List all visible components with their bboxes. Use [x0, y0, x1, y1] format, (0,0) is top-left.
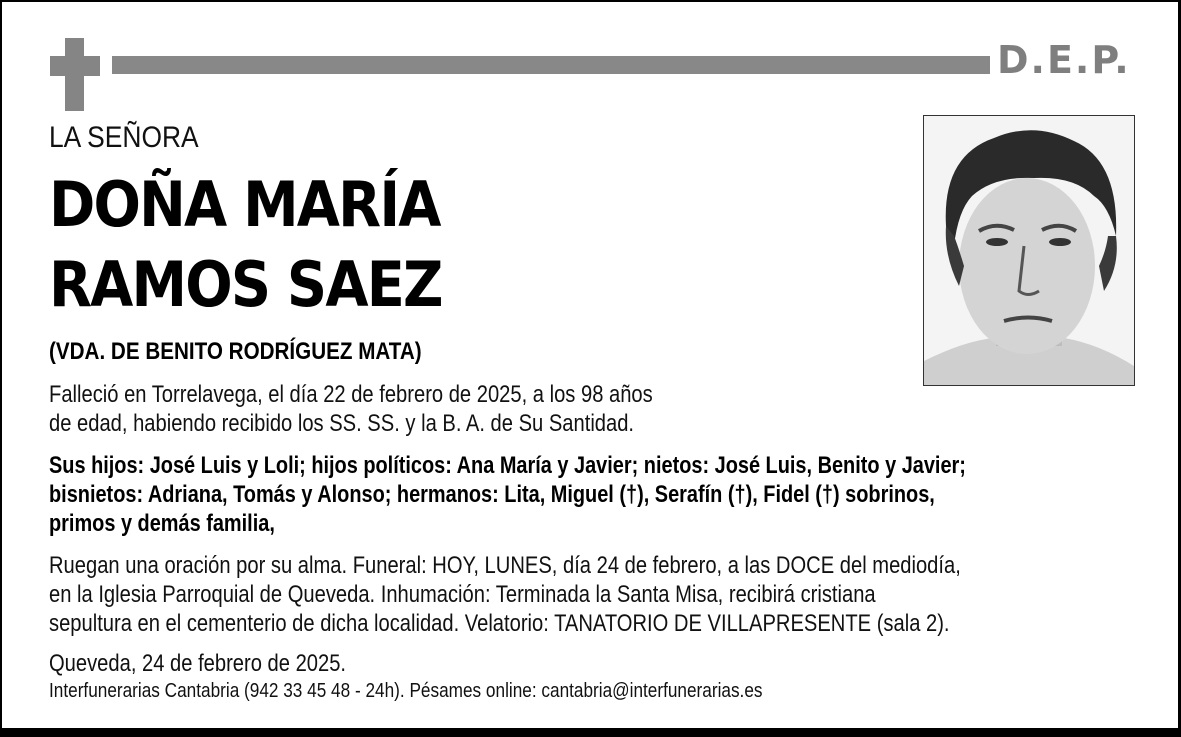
funeral-home-footer: Interfunerarias Cantabria (942 33 45 48 - 24h). Pésames online: cantabria@interfunerarias.es — [49, 680, 763, 702]
widow-of: (VDA. DE BENITO RODRÍGUEZ MATA) — [49, 338, 422, 365]
family-list — [49, 451, 966, 538]
funeral-details — [49, 551, 961, 638]
funeral-line: sepultura en el cementerio de dicha localidad. Velatorio: TANATORIO DE VILLAPRESENTE (sala 2). — [49, 610, 950, 637]
funeral-line: Ruegan una oración por su alma. Funeral: HOY, LUNES, día 24 de febrero, a las DOCE del mediodía, — [49, 552, 961, 579]
pre-title: LA SEÑORA — [49, 121, 199, 154]
place-date: Queveda, 24 de febrero de 2025. — [49, 650, 347, 677]
bottom-border — [0, 728, 1181, 737]
portrait-icon — [924, 116, 1134, 385]
dep-label: D.E.P. — [997, 38, 1131, 82]
funeral-line: en la Iglesia Parroquial de Queveda. Inhumación: Terminada la Santa Misa, recibirá cristiana — [49, 581, 876, 608]
deceased-name-line-2: RAMOS SAEZ — [49, 248, 442, 321]
death-notice — [49, 380, 653, 438]
deceased-name-line-1: DOÑA MARÍA — [49, 168, 440, 241]
latin-cross-icon-arm — [50, 56, 100, 76]
family-line: Sus hijos: José Luis y Loli; hijos políticos: Ana María y Javier; nietos: José Luis, Benito y Javier; — [49, 452, 966, 479]
family-line: bisnietos: Adriana, Tomás y Alonso; hermanos: Lita, Miguel (†), Serafín (†), Fidel (†) sobrinos, — [49, 481, 935, 508]
portrait-photo — [923, 115, 1135, 386]
header-divider — [112, 56, 990, 74]
death-notice-line: Falleció en Torrelavega, el día 22 de febrero de 2025, a los 98 años — [49, 381, 653, 408]
death-notice-line: de edad, habiendo recibido los SS. SS. y la B. A. de Su Santidad. — [49, 410, 635, 437]
family-line: primos y demás familia, — [49, 510, 275, 537]
